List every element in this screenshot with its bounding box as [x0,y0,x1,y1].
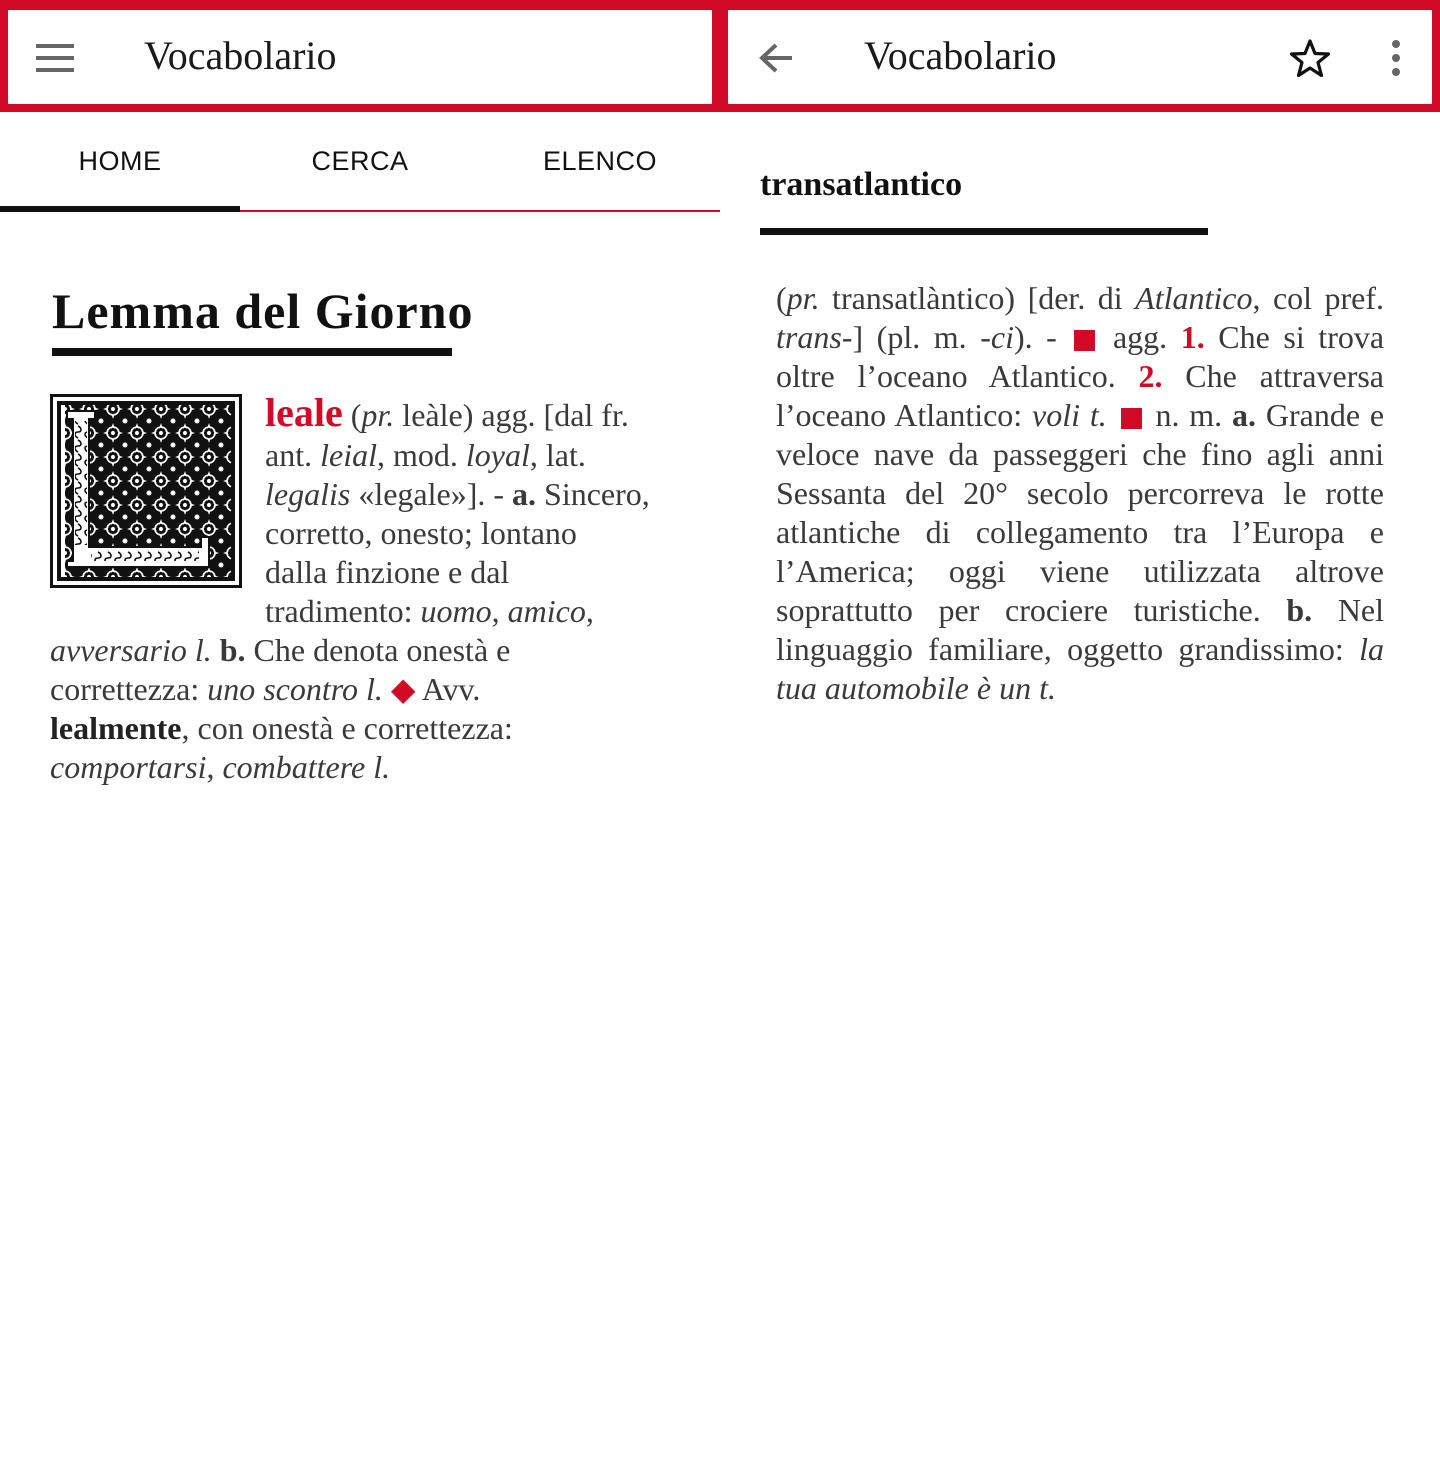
definition-text: (pr. transatlàntico) [der. di Atlantico, col pref. trans-] (pl. m. -ci). - agg. 1. Che si trova oltre l’oceano Atlantico. 2. Che attraversa l’oceano Atlantico: voli t. n. m. a. Grande e veloce nave da passeggeri che fino agli anni Sessanta del 20° secolo percorreva le rotte atlantiche di collegamento tra l’Europa e l’America; oggi viene utilizzata altrove soprattutto per crociere turistiche. b. Nel linguaggio familiare, oggetto grandissimo: la tua automobile è un t. [776,280,1385,706]
etymon-italic: loyal [465,437,530,473]
example-italic: uno scontro l. [207,671,383,707]
example-italic: comportarsi [50,749,207,785]
entry-line [50,631,710,670]
def-text: ). - [1013,319,1057,355]
sense-marker: a. [1232,397,1257,433]
adverb-headword: lealmente [50,710,182,746]
entry-text: Sincero, [544,476,650,512]
pr-label: pr. [361,397,395,433]
app-title: Vocabolario [864,33,1057,78]
example-italic: amico [507,593,586,629]
tab-bar [0,112,720,212]
entry-text: tradimento: [265,593,413,629]
entry-text: «legale»]. - [358,476,505,512]
square-marker-icon [1074,330,1095,351]
lemma-title: transatlantico [760,166,963,203]
sense-number: 2. [1138,358,1163,394]
lemma-divider [760,228,1208,235]
entry-text: Che denota onestà e [253,632,511,668]
etymon-italic: trans- [776,319,853,355]
section-title: Lemma del Giorno [52,283,474,339]
entry-text: , lat. [529,437,586,473]
entry-line: corretto, onesto; lontano [265,515,577,551]
pronunciation: transatlàntico [832,280,1005,316]
def-text: Che si trova oltre l’oceano Atlantico. [776,319,1385,394]
def-text: agg. [1112,319,1168,355]
entry-line [50,709,710,748]
sense-number: 1. [1180,319,1205,355]
diamond-icon: ◆ [390,671,416,707]
def-text: ] (pl. m. - [852,319,991,355]
entry-line: dalla finzione e dal [265,554,510,590]
tab-cerca[interactable]: CERCA [311,145,409,176]
entry-line [265,475,705,514]
entry-text: ant. [265,437,313,473]
app-bar [720,0,1440,112]
tab-elenco[interactable]: ELENCO [542,145,658,176]
entry-line [50,670,710,709]
example-italic: avversario l. [50,632,212,668]
lemma-headword[interactable]: leale [265,390,343,435]
example-italic: uomo [420,593,492,629]
example-italic: la tua automobile è un t. [776,631,1384,706]
entry-line: tradimento: uomo, amico, [265,593,594,629]
etymon-italic: Atlantico [1135,280,1253,316]
pr-label: pr. [786,280,820,316]
etymon-italic: leial [320,437,377,473]
menu-icon[interactable] [30,32,82,84]
sense-marker: b. [1286,592,1313,628]
star-icon[interactable] [1284,32,1336,84]
sense-marker: a. [512,476,537,512]
back-arrow-icon[interactable] [750,32,802,84]
tab-home[interactable]: HOME [0,112,240,210]
section-divider [52,348,452,356]
lemma-entry: leale (pr. leàle) agg. [dal fr. [265,390,629,435]
def-text: Nel linguaggio familiare, oggetto grandissimo: [776,592,1385,667]
def-text: Grande e veloce nave da passeggeri che fino agli anni Sessanta del 20° secolo percorreva le rotte atlantiche di collegamento tra l’Europa e l’America; oggi viene utilizzata altrove soprattutto per crociere turistiche. [776,397,1385,628]
entry-text: correttezza: [50,671,200,707]
detail-screen [720,0,1440,1470]
entry-line: comportarsi, combattere l. [50,749,391,785]
def-text: Che attraversa l’oceano Atlantico: [776,358,1384,433]
dropcap-illustration [50,394,242,588]
entry-text: , con onestà e correttezza: [181,710,513,746]
entry-line [265,436,695,475]
etymon-italic: ci [990,319,1014,355]
entry-text: Avv. [421,671,481,707]
def-text: [der. di [1027,280,1123,316]
app-bar [0,0,720,112]
sense-marker: b. [219,632,246,668]
def-text: n. m. [1155,397,1223,433]
example-italic: voli t. [1032,397,1107,433]
example-italic: combattere l. [222,749,391,785]
app-title: Vocabolario [144,33,337,78]
pronunciation: leàle [402,397,463,433]
entry-text: agg. [dal fr. [481,397,629,433]
def-text: , col pref. [1252,280,1385,316]
entry-text: , mod. [376,437,458,473]
more-vert-icon[interactable] [1370,32,1422,84]
etymon-italic: legalis [265,476,351,512]
square-marker-icon [1121,408,1142,429]
